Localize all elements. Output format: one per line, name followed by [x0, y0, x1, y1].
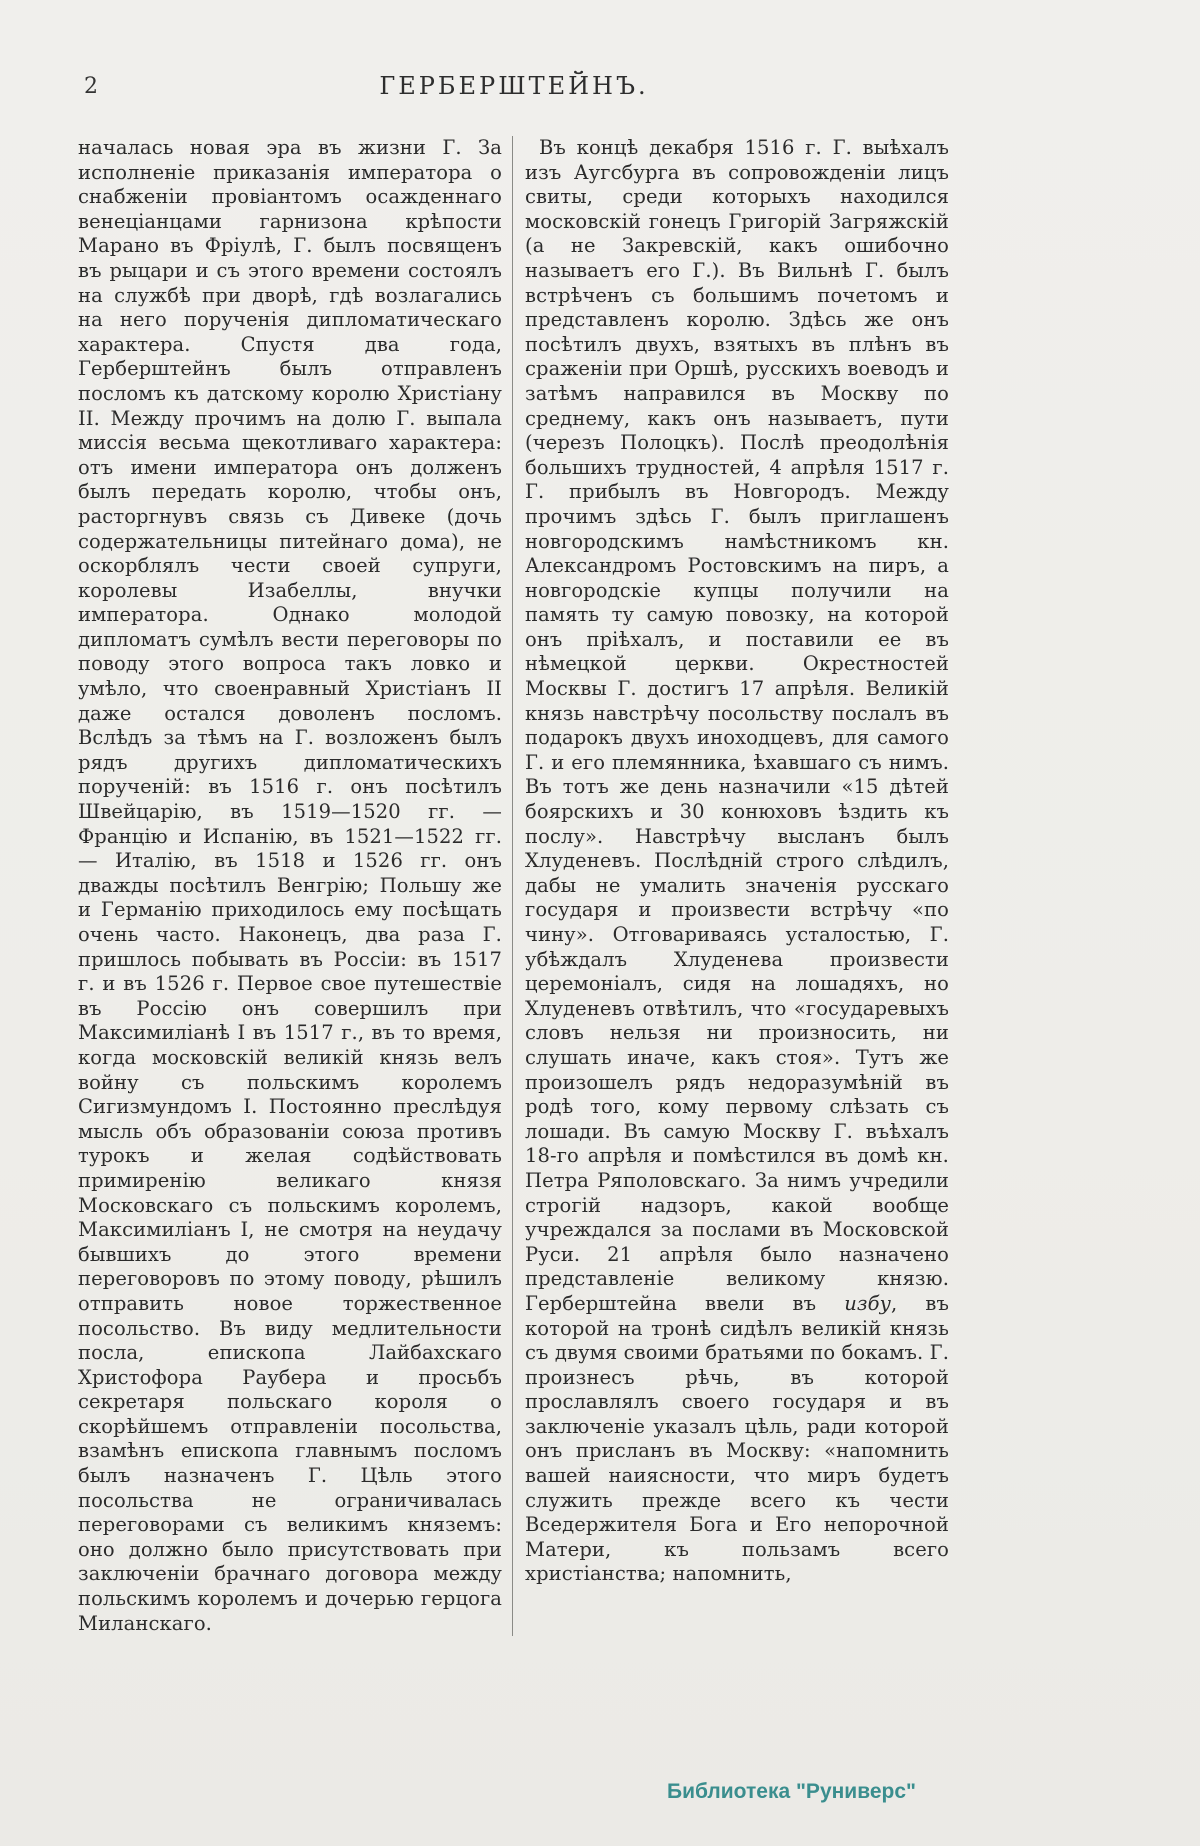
italic-word-izbu: избу	[844, 1291, 892, 1315]
page-number: 2	[84, 74, 98, 99]
right-text-part2: , въ которой на тронѣ сидѣлъ великій князь съ двумя своими братьями по бокамъ. Г. произнесъ рѣчь, въ которой прославлялъ своего государя и въ заключеніе указалъ цѣль, ради которой онъ присланъ въ Москву: «напомнить вашей наиясности, что миръ будетъ служить прежде всего къ чести Вседержителя Бога и Его непорочной Матери, къ пользамъ всего христіанства; напомнить,	[525, 1291, 949, 1586]
column-divider	[512, 136, 513, 1636]
page-header	[78, 72, 950, 106]
right-text-part1: Въ концѣ декабря 1516 г. Г. выѣхалъ изъ Аугсбурга въ сопровожденіи лицъ свиты, среди которыхъ находился московскій гонецъ Григорій Загряжскій (а не Закревскій, какъ ошибочно называетъ его Г.). Въ Вильнѣ Г. былъ встрѣченъ съ большимъ почетомъ и представленъ королю. Здѣсь же онъ посѣтилъ двухъ, взятыхъ въ плѣнъ въ сраженіи при Оршѣ, русскихъ воеводъ и затѣмъ направился въ Москву по среднему, какъ онъ называетъ, пути (черезъ Полоцкъ). Послѣ преодолѣнія большихъ трудностей, 4 апрѣля 1517 г. Г. прибылъ въ Новгородъ. Между прочимъ здѣсь Г. былъ приглашенъ новгородскимъ намѣстникомъ кн. Александромъ Ростовскимъ на пиръ, а новгородскіе купцы получили на память ту самую повозку, на которой онъ пріѣхалъ, и поставили ее въ нѣмецкой церкви. Окрестностей Москвы Г. достигъ 17 апрѣля. Великій князь навстрѣчу посольству послалъ въ подарокъ двухъ иноходцевъ, для самого Г. и его племянника, ѣхавшаго съ нимъ. Въ тотъ же день назначили «15 дѣтей боярскихъ и 30 конюховъ ѣздить къ послу». Навстрѣчу высланъ былъ Хлуденевъ. Послѣдній строго слѣдилъ, дабы не умалить значенія русскаго государя и произвести встрѣчу «по чину». Отговариваясь усталостью, Г. убѣждалъ Хлуденева произвести церемоніалъ, сидя на лошадяхъ, но Хлуденевъ отвѣтилъ, что «государевыхъ словъ нельзя ни произносить, ни слушать иначе, какъ стоя». Тутъ же произошелъ рядъ недоразумѣній въ родѣ того, кому первому слѣзать съ лошади. Въ самую Москву Г. въѣхалъ 18-го апрѣля и помѣстился въ домѣ кн. Петра Ряполовскаго. За нимъ учредили строгій надзоръ, какой вообще учреждался за послами въ Московской Руси. 21 апрѣля было назначено представленіе великому князю. Герберштейна ввели въ	[525, 136, 949, 1315]
runivers-watermark: Библиотека "Руниверс"	[666, 1780, 916, 1803]
page-title: ГЕРБЕРШТЕЙНЪ.	[379, 72, 649, 100]
two-column-text-block	[78, 136, 950, 1636]
right-column-text	[525, 136, 949, 1587]
right-column	[525, 136, 949, 1636]
page-footer	[0, 1780, 916, 1804]
left-column-text: началась новая эра въ жизни Г. За исполненіе приказанія императора о снабженіи провіантомъ осажденнаго венеціанцами гарнизона крѣпости Марано въ Фріулѣ, Г. былъ посвященъ въ рыцари и съ этого времени состоялъ на службѣ при дворѣ, гдѣ возлагались на него порученія дипломатическаго характера. Спустя два года, Герберштейнъ былъ отправленъ посломъ къ датскому королю Христіану II. Между прочимъ на долю Г. выпала миссія весьма щекотливаго характера: отъ имени императора онъ долженъ былъ передать королю, чтобы онъ, расторгнувъ связь съ Дивеке (дочь содержательницы питейнаго дома), не оскорблялъ чести своей супруги, королевы Изабеллы, внучки императора. Однако молодой дипломатъ сумѣлъ вести переговоры по поводу этого вопроса такъ ловко и умѣло, что своенравный Христіанъ II даже остался доволенъ посломъ. Вслѣдъ за тѣмъ на Г. возложенъ былъ рядъ другихъ дипломатическихъ порученій: въ 1516 г. онъ посѣтилъ Швейцарію, въ 1519—1520 гг. — Францію и Испанію, въ 1521—1522 гг. — Италію, въ 1518 и 1526 гг. онъ дважды посѣтилъ Венгрію; Польшу же и Германію приходилось ему посѣщать очень часто. Наконецъ, два раза Г. пришлось побывать въ Россіи: въ 1517 г. и въ 1526 г. Первое свое путешествіе въ Россію онъ совершилъ при Максимиліанѣ I въ 1517 г., въ то время, когда московскій великій князь велъ войну съ польскимъ королемъ Сигизмундомъ I. Постоянно преслѣдуя мысль объ образованіи союза противъ турокъ и желая содѣйствовать примиренію великаго князя Московскаго съ польскимъ королемъ, Максимиліанъ I, не смотря на неудачу бывшихъ до этого времени переговоровъ по этому поводу, рѣшилъ отправить новое торжественное посольство. Въ виду медлительности посла, епископа Лайбахскаго Христофора Раубера и просьбъ секретаря польскаго короля о скорѣйшемъ отправленіи посольства, взамѣнъ епископа главнымъ посломъ былъ назначенъ Г. Цѣль этого посольства не ограничивалась переговорами съ великимъ княземъ: оно должно было присутствовать при заключеніи брачнаго договора между польскимъ королемъ и дочерью герцога Миланскаго.	[78, 136, 502, 1635]
left-column	[78, 136, 502, 1636]
